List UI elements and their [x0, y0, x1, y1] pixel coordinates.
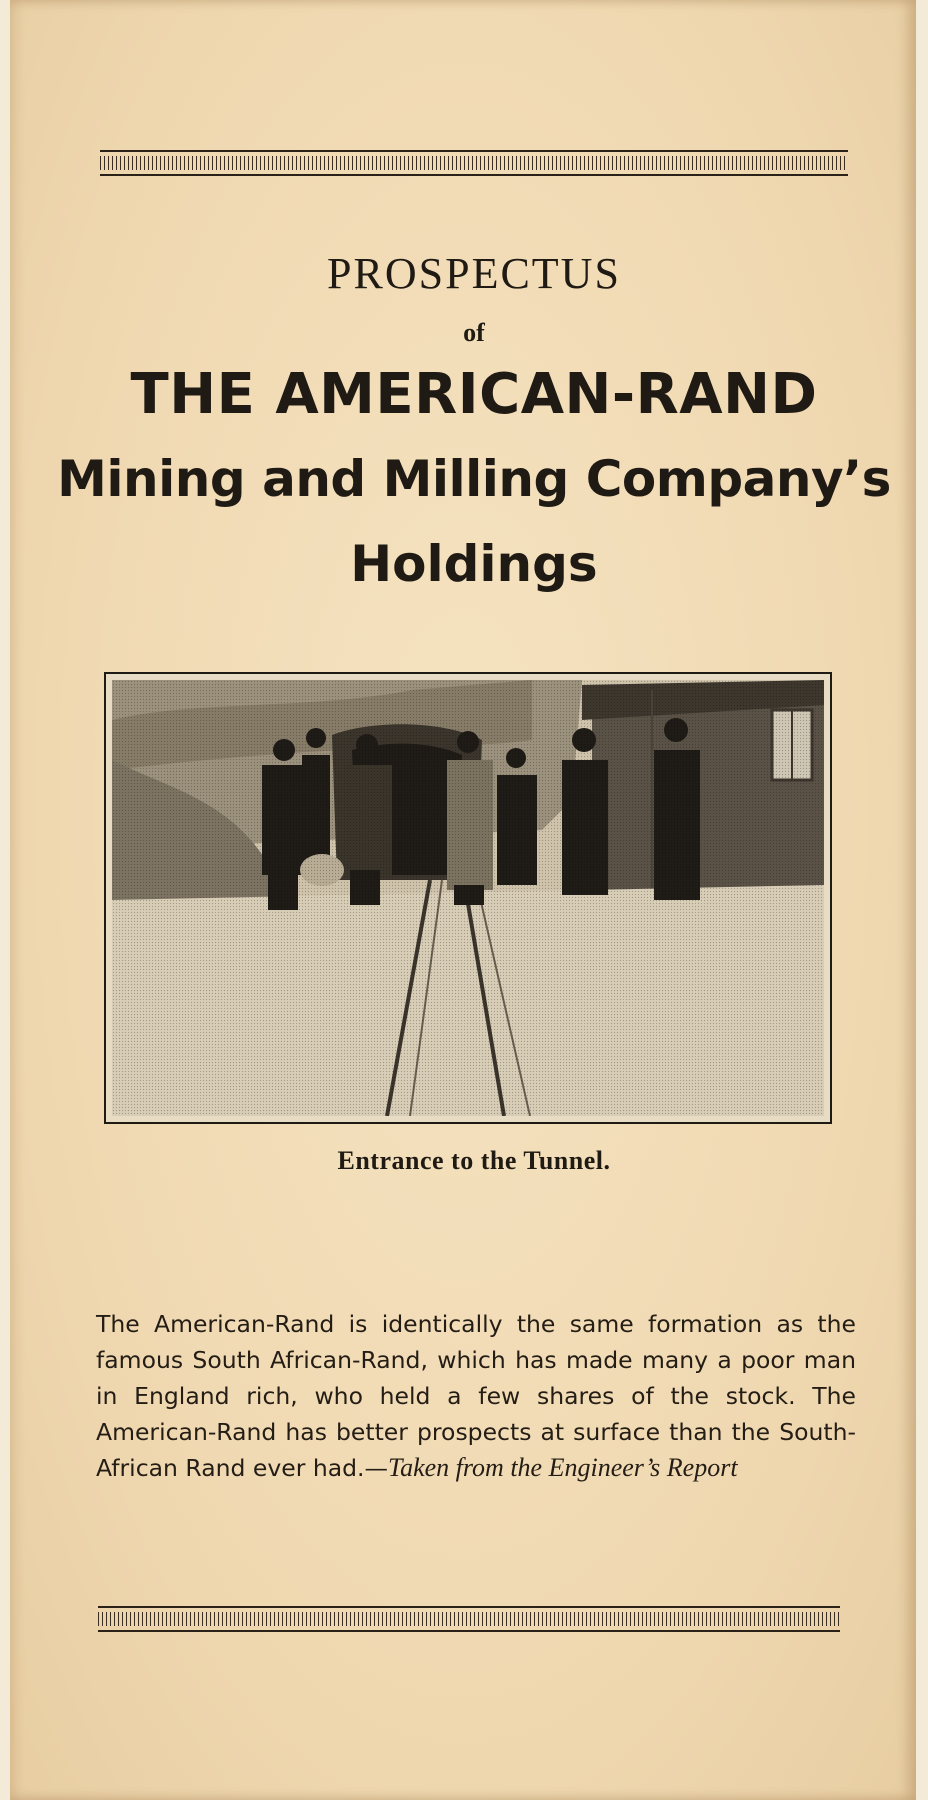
- engineer-report-attribution: Taken from the Engineer’s Report: [388, 1453, 738, 1482]
- tunnel-photo-image: [112, 680, 824, 1116]
- decorative-rule-top: [100, 150, 848, 176]
- decorative-rule-bottom: [98, 1606, 840, 1632]
- body-paragraph-text: The American-Rand is identically the same formation as the famous South African-Rand, which has made many a poor man in England rich, who held a few shares of the stock. The American-Rand has better prospects at surface than the South-African Rand ever had.—: [96, 1310, 856, 1482]
- body-paragraph: [96, 1306, 856, 1486]
- of-word: of: [463, 318, 485, 347]
- subtitle-line-1: Mining and Milling Company’s: [57, 450, 891, 508]
- prospectus-heading: PROSPECTUS: [327, 249, 621, 298]
- company-name: THE AMERICAN-RAND: [130, 362, 818, 427]
- brochure-cover: [10, 0, 916, 1800]
- tunnel-photo: [104, 672, 832, 1124]
- photo-caption: Entrance to the Tunnel.: [337, 1146, 611, 1175]
- subtitle-line-2: Holdings: [350, 535, 598, 593]
